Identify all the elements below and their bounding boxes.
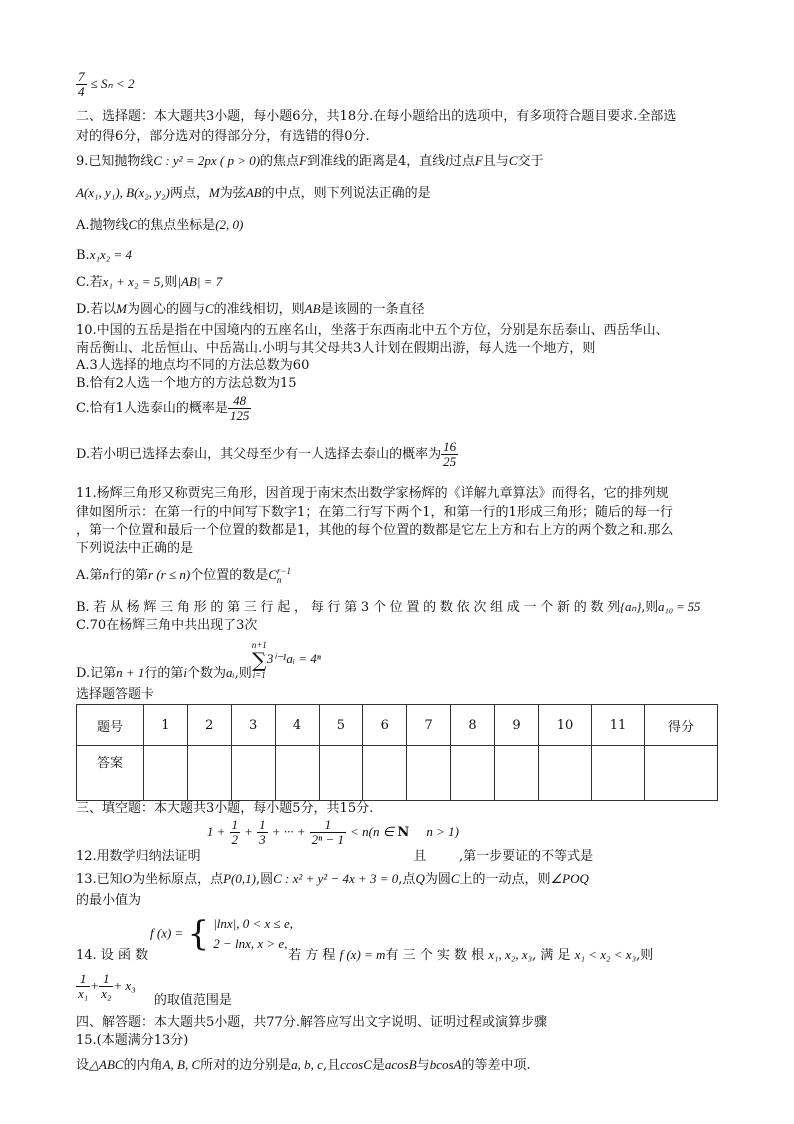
q15-header: 15.(本题满分13分) bbox=[76, 1033, 189, 1048]
table-row bbox=[77, 705, 718, 746]
answer-cell[interactable] bbox=[363, 746, 407, 801]
q10-option-c: C.恰有1人选泰山的概率是 $\frac{48}{125}$ bbox=[76, 393, 250, 423]
q11-option-d: D.记第n + 1行的第i个数为aᵢ,则 n+1 ∑ i=1 3ⁱ⁻¹aᵢ = 4ⁿ bbox=[76, 640, 321, 681]
q13-line2: 的最小值为 bbox=[76, 893, 142, 908]
fraction: $\frac{1}{2}$ bbox=[231, 817, 238, 847]
question-number: 2 bbox=[187, 705, 231, 746]
section-3-heading: 三、填空题：本大题共3小题，每小题5分，共15分. bbox=[76, 801, 374, 816]
q14-piecewise: f (x) = { |lnx|, 0 < x ≤ e, 2 − lnx, x > e, bbox=[150, 914, 293, 954]
answer-header: 答案 bbox=[77, 746, 144, 801]
summation: n+1 ∑ i=1 bbox=[251, 640, 267, 680]
q12-line: 12.用数学归纳法证明 1 + $\frac{1}{2}$ + $\frac{1}{3}$ + ··· + $\frac{1}{\text{2ⁿ − 1}}$ < n(n ∈ N 且n > 1),第一步要证的不等式是 bbox=[76, 817, 594, 864]
q10-line2: 南岳衡山、北岳恒山、中岳嵩山.小明与其父母共3人计划在假期出游，每人选一个地方，则 bbox=[76, 341, 596, 356]
answer-cell[interactable] bbox=[539, 746, 592, 801]
q9-line2: A(x₁, y₁), B(x₂, y₂)两点，M为弦AB的中点，则下列说法正确的是 bbox=[76, 185, 431, 201]
question-number: 11 bbox=[592, 705, 645, 746]
q13-line1: 13.已知O为坐标原点，点P(0,1),圆C : x² + y² − 4x + 3 = 0,点Q为圆C上的一动点，则∠POQ bbox=[76, 871, 589, 887]
question-number: 10 bbox=[539, 705, 592, 746]
q11-option-a: A.第n行的第r (r ≤ n)个位置的数是C r−1 n bbox=[76, 565, 291, 585]
answer-cell[interactable] bbox=[187, 746, 231, 801]
answer-cell[interactable] bbox=[144, 746, 188, 801]
q11-line3: ，第一个位置和最后一个位置的数都是1，其他的每个位置的数都是它左上方和右上方的两个数之和.那么 bbox=[76, 523, 674, 538]
q9-option-d: D.若以M为圆心的圆与C的准线相切，则AB是该圆的一条直径 bbox=[76, 301, 425, 317]
q11-option-b: B. 若 从 杨 辉 三 角 形 的 第 三 行 起 ， 每 行 第 3 个 位 置 的 数 依 次 组 成 一 个 新 的 数 列{aₙ},则a₁₀ = 55 bbox=[76, 599, 701, 615]
answer-card-title: 选择题答题卡 bbox=[76, 687, 155, 702]
q10-option-d: D.若小明已选择去泰山，其父母至少有一人选择去泰山的概率为 $\frac{16}{25}$ bbox=[76, 439, 457, 469]
question-number: 7 bbox=[407, 705, 451, 746]
q11-line2: 律如图所示：在第一行的中间写下数字1；在第二行写下两个1，和第一行的1形成三角形；随后的每一行 bbox=[76, 505, 673, 520]
question-number: 6 bbox=[363, 705, 407, 746]
question-number: 9 bbox=[495, 705, 539, 746]
q14-line2: $\frac{1}{\text{x₁}}$ + $\frac{1}{\text{x₂}}$ + x₃ 的取值范围是 bbox=[78, 971, 232, 1008]
fraction: $\frac{1}{\text{2ⁿ − 1}}$ bbox=[311, 817, 345, 847]
section-4-heading: 四、解答题：本大题共5小题，共77分.解答应写出文字说明、证明过程或演算步骤 bbox=[76, 1015, 547, 1030]
section-2-heading-line1: 二、选择题：本大题共3小题，每小题6分，共18分.在每小题给出的选项中，有多项符合题目要求.全部选 bbox=[76, 109, 677, 124]
fraction: $\frac{16}{25}$ bbox=[443, 439, 457, 469]
score-header: 得分 bbox=[645, 705, 718, 746]
q10-line1: 10.中国的五岳是指在中国境内的五座名山，坐落于东西南北中五个方位，分别是东岳泰山、西岳华山、 bbox=[76, 323, 669, 338]
table-row bbox=[77, 746, 718, 801]
question-number: 8 bbox=[451, 705, 495, 746]
fraction: $\frac{48}{125}$ bbox=[229, 393, 250, 423]
q11-option-c: C.70在杨辉三角中共出现了3次 bbox=[76, 618, 258, 633]
q14-line1: 14. 设 函 数 若 方 程 f (x) = m有 三 个 实 数 根 x₁, x₂, x₃, 满 足 x₁ < x₂ < x₃,则 bbox=[76, 947, 654, 963]
inequality-tail: ≤ Sₙ < 2 bbox=[90, 76, 135, 91]
top-inequality bbox=[76, 70, 134, 99]
fraction: $\frac{1}{\text{x₂}}$ bbox=[101, 971, 112, 1001]
section-2-heading-line2: 对的得6分，部分选对的得部分分，有选错的得0分. bbox=[76, 129, 370, 144]
answer-cell[interactable] bbox=[275, 746, 319, 801]
answer-card-table bbox=[76, 704, 718, 801]
q9-option-c: C.若x₁ + x₂ = 5,则|AB| = 7 bbox=[76, 274, 223, 290]
question-number: 4 bbox=[275, 705, 319, 746]
answer-cell[interactable] bbox=[231, 746, 275, 801]
fraction: $\frac{1}{3}$ bbox=[259, 817, 266, 847]
fraction: $\frac{7}{4}$ bbox=[78, 69, 85, 99]
q10-option-b: B.恰有2人选一个地方的方法总数为15 bbox=[76, 376, 297, 391]
answer-cell[interactable] bbox=[495, 746, 539, 801]
q9-option-b: B.x₁x₂ = 4 bbox=[76, 247, 133, 263]
score-cell[interactable] bbox=[645, 746, 718, 801]
answer-cell[interactable] bbox=[592, 746, 645, 801]
question-number: 5 bbox=[319, 705, 363, 746]
q11-line4: 下列说法中正确的是 bbox=[76, 541, 194, 556]
q15-line: 设△ABC的内角A, B, C所对的边分别是a, b, c,且ccosC是acosB与bcosA的等差中项. bbox=[76, 1057, 531, 1073]
answer-cell[interactable] bbox=[319, 746, 363, 801]
question-number-header: 题号 bbox=[77, 705, 144, 746]
fraction: $\frac{1}{\text{x₁}}$ bbox=[78, 971, 89, 1001]
answer-cell[interactable] bbox=[407, 746, 451, 801]
question-number: 3 bbox=[231, 705, 275, 746]
q10-option-a: A.3人选择的地点均不同的方法总数为60 bbox=[76, 358, 310, 373]
q9-option-a: A.抛物线C的焦点坐标是(2, 0) bbox=[76, 217, 244, 233]
answer-cell[interactable] bbox=[451, 746, 495, 801]
question-number: 1 bbox=[144, 705, 188, 746]
q11-line1: 11.杨辉三角形又称贾宪三角形，因首现于南宋杰出数学家杨辉的《详解九章算法》而得名，它的排列规 bbox=[76, 486, 669, 501]
q9-line1: 9.已知抛物线C : y² = 2px ( p > 0)的焦点F到准线的距离是4，直线l过点F且与C交于 bbox=[76, 153, 544, 169]
